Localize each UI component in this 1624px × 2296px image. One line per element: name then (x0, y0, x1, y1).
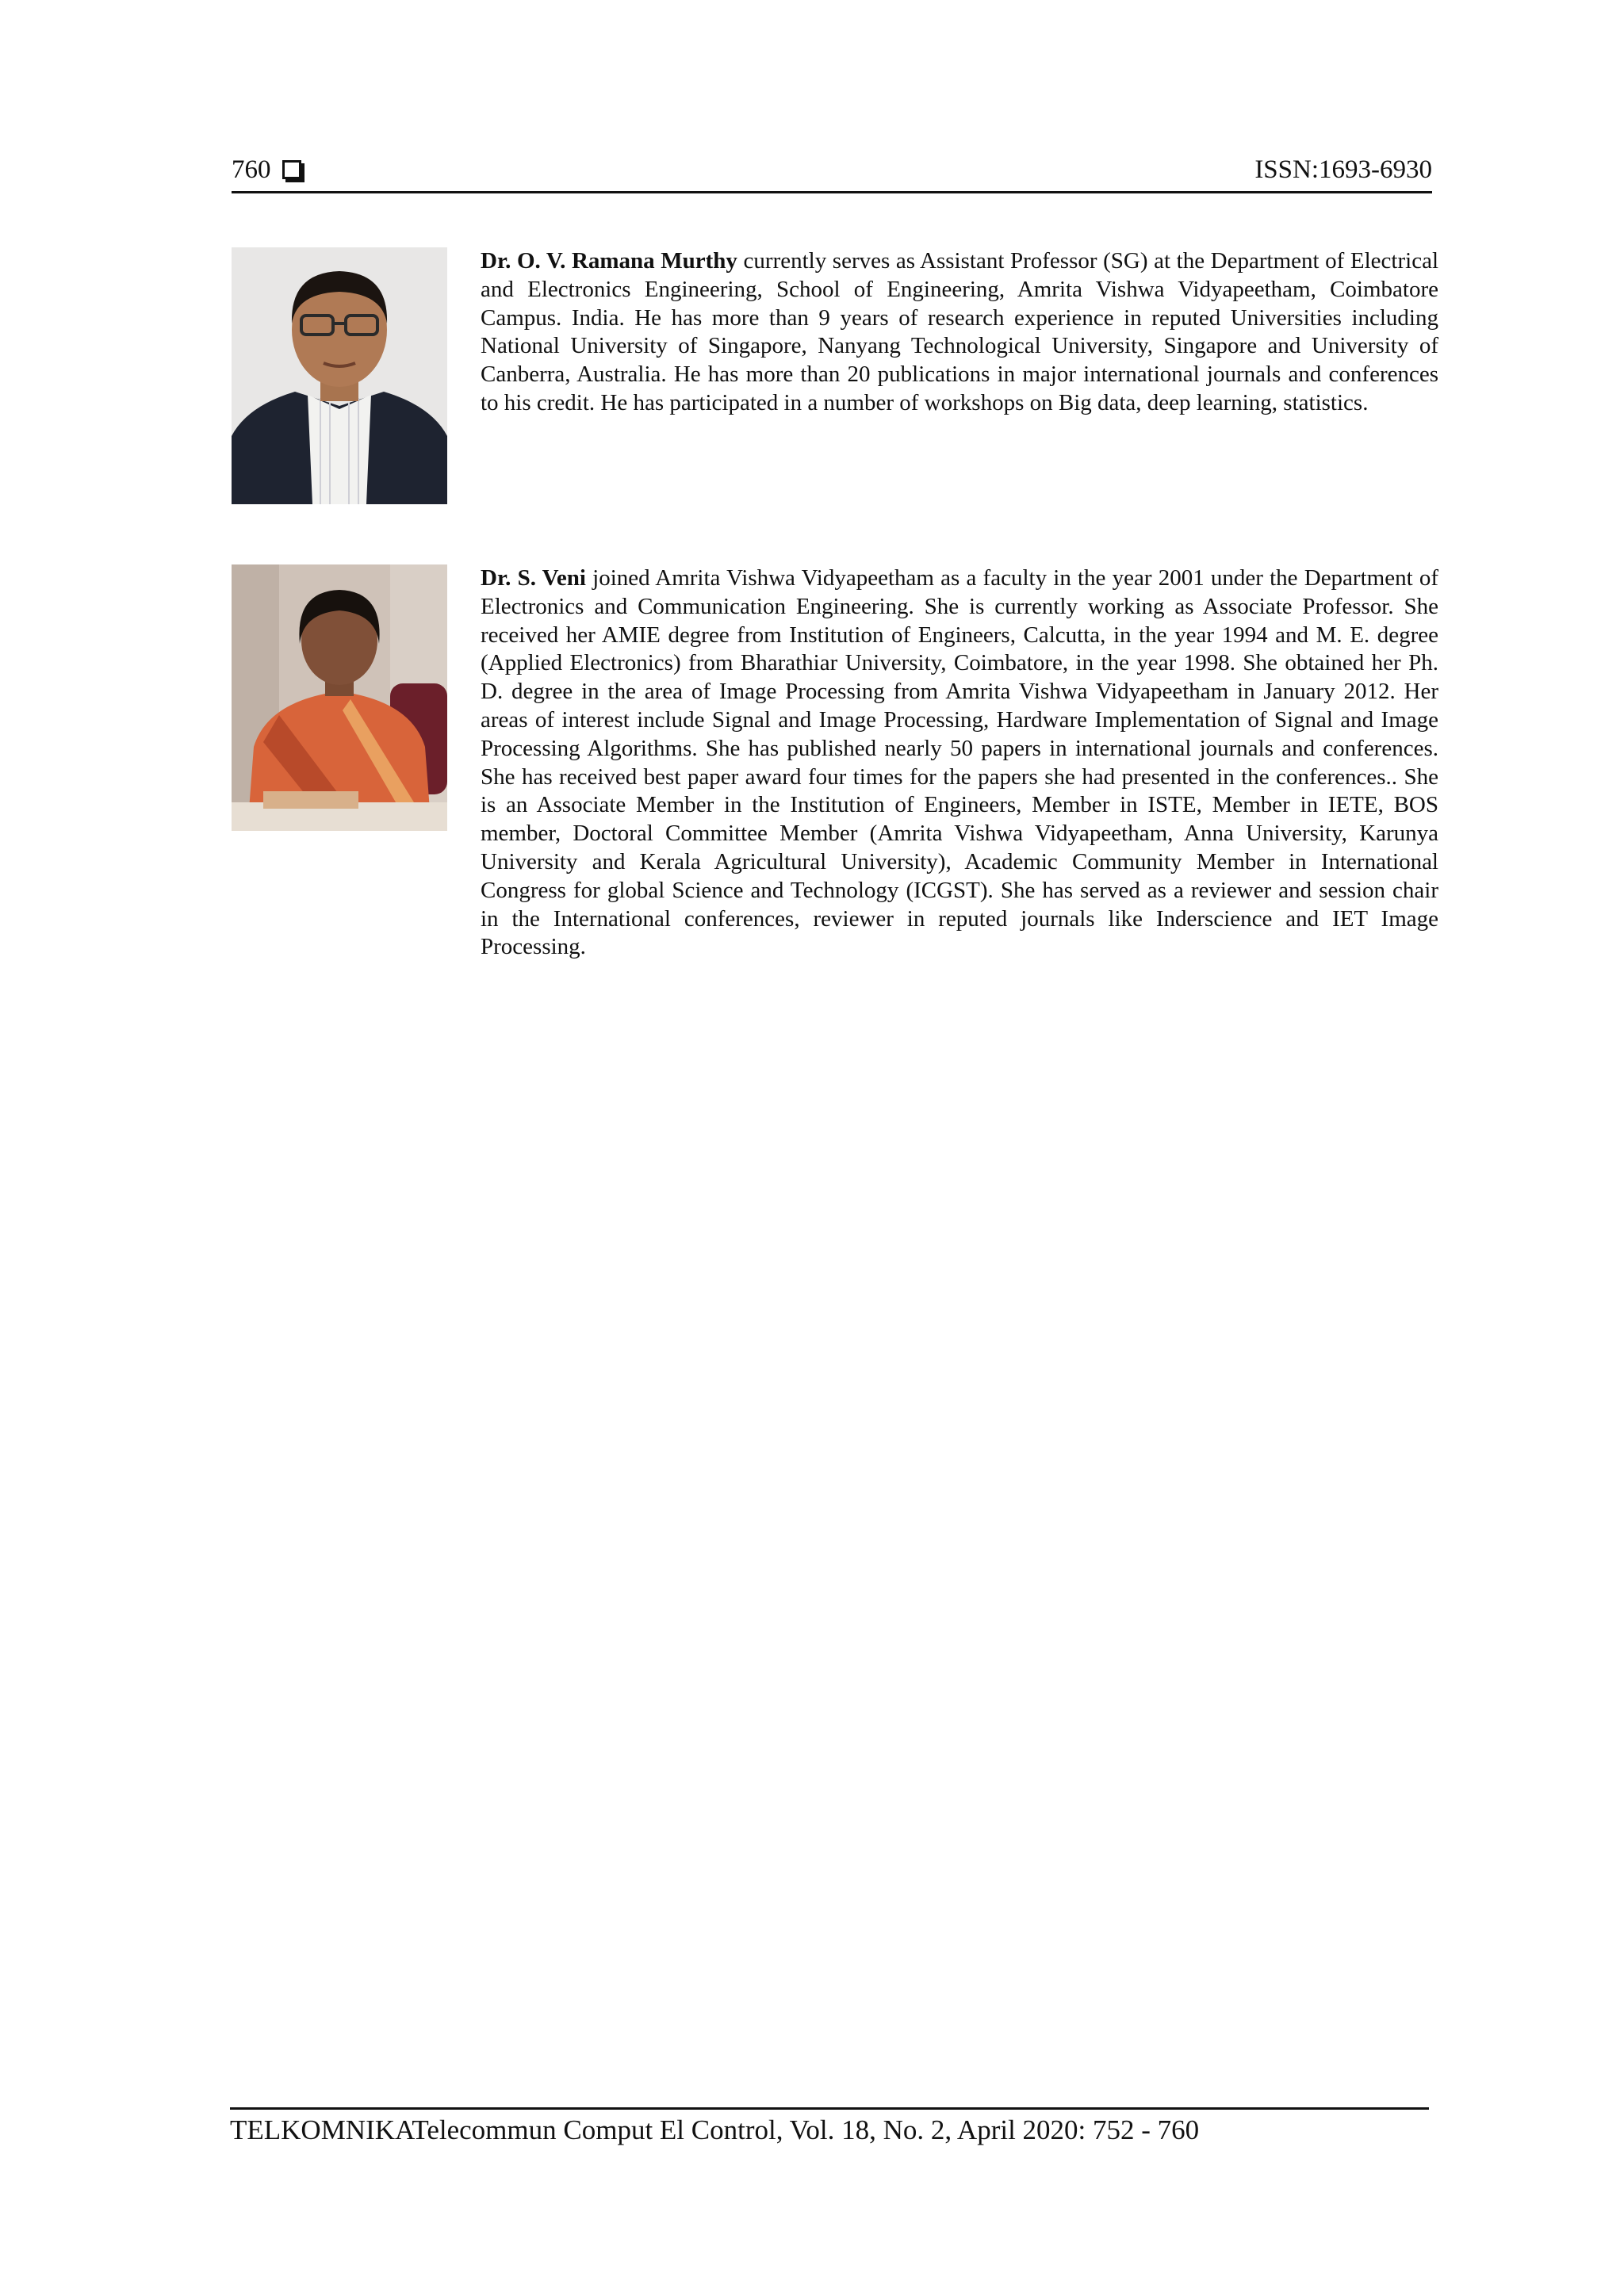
author-photo-murthy (232, 247, 447, 504)
page-number: 760 (232, 155, 271, 184)
page-header (232, 152, 1432, 193)
bio-body: currently serves as Assistant Professor (SG) at the Department of Electrical and Electronics Engineering, School of Engineering, Amrita Vishwa Vidyapeetham, Coimbatore Campus. India. He has more than 9 years of research experience in reputed Universities including National University of Singapore, Nanyang Technological University, Singapore and University of Canberra, Australia. He has more than 20 publications in major international journals and conferences to his credit. He has participated in a number of workshops on Big data, deep learning, statistics. (481, 248, 1438, 415)
author-name: Dr. S. Veni (481, 565, 586, 591)
bio-text (481, 564, 1438, 962)
issn: ISSN:1693-6930 (1254, 155, 1432, 184)
bio-body: joined Amrita Vishwa Vidyapeetham as a faculty in the year 2001 under the Department of Electronics and Communication Engineering. She is currently working as Associate Professor. She received her AMIE degree from Institution of Engineers, Calcutta, in the year 1994 and M. E. degree (Applied Electronics) from Bharathiar University, Coimbatore, in the year 1998. She obtained her Ph. D. degree in the area of Image Processing from Amrita Vishwa Vidyapeetham in January 2012. Her areas of interest include Signal and Image Processing, Hardware Implementation of Signal and Image Processing Algorithms. She has published nearly 50 papers in international journals and conferences. She has received best paper award four times for the papers she had presented in the conferences.. She is an Associate Member in the Institution of Engineers, Member in ISTE, Member in IETE, BOS member, Doctoral Committee Member (Amrita Vishwa Vidyapeetham, Anna University, Karunya University and Kerala Agricultural University), Academic Community Member in International Congress for global Science and Technology (ICGST). She has served as a reviewer and session chair in the International conferences, reviewer in reputed journals like Inderscience and IET Image Processing. (481, 565, 1438, 960)
portrait-woman-icon (232, 564, 447, 831)
author-name: Dr. O. V. Ramana Murthy (481, 248, 737, 274)
header-rule (232, 191, 1432, 193)
bio-text (481, 247, 1438, 418)
journal-citation: TELKOMNIKATelecommun Comput El Control, Vol. 18, No. 2, April 2020: 752 - 760 (230, 2114, 1200, 2145)
box-bullet-icon (282, 160, 301, 179)
page-footer (230, 2107, 1429, 2148)
author-photo-veni (232, 564, 447, 831)
portrait-man-icon (232, 247, 447, 504)
footer-rule (230, 2107, 1429, 2110)
